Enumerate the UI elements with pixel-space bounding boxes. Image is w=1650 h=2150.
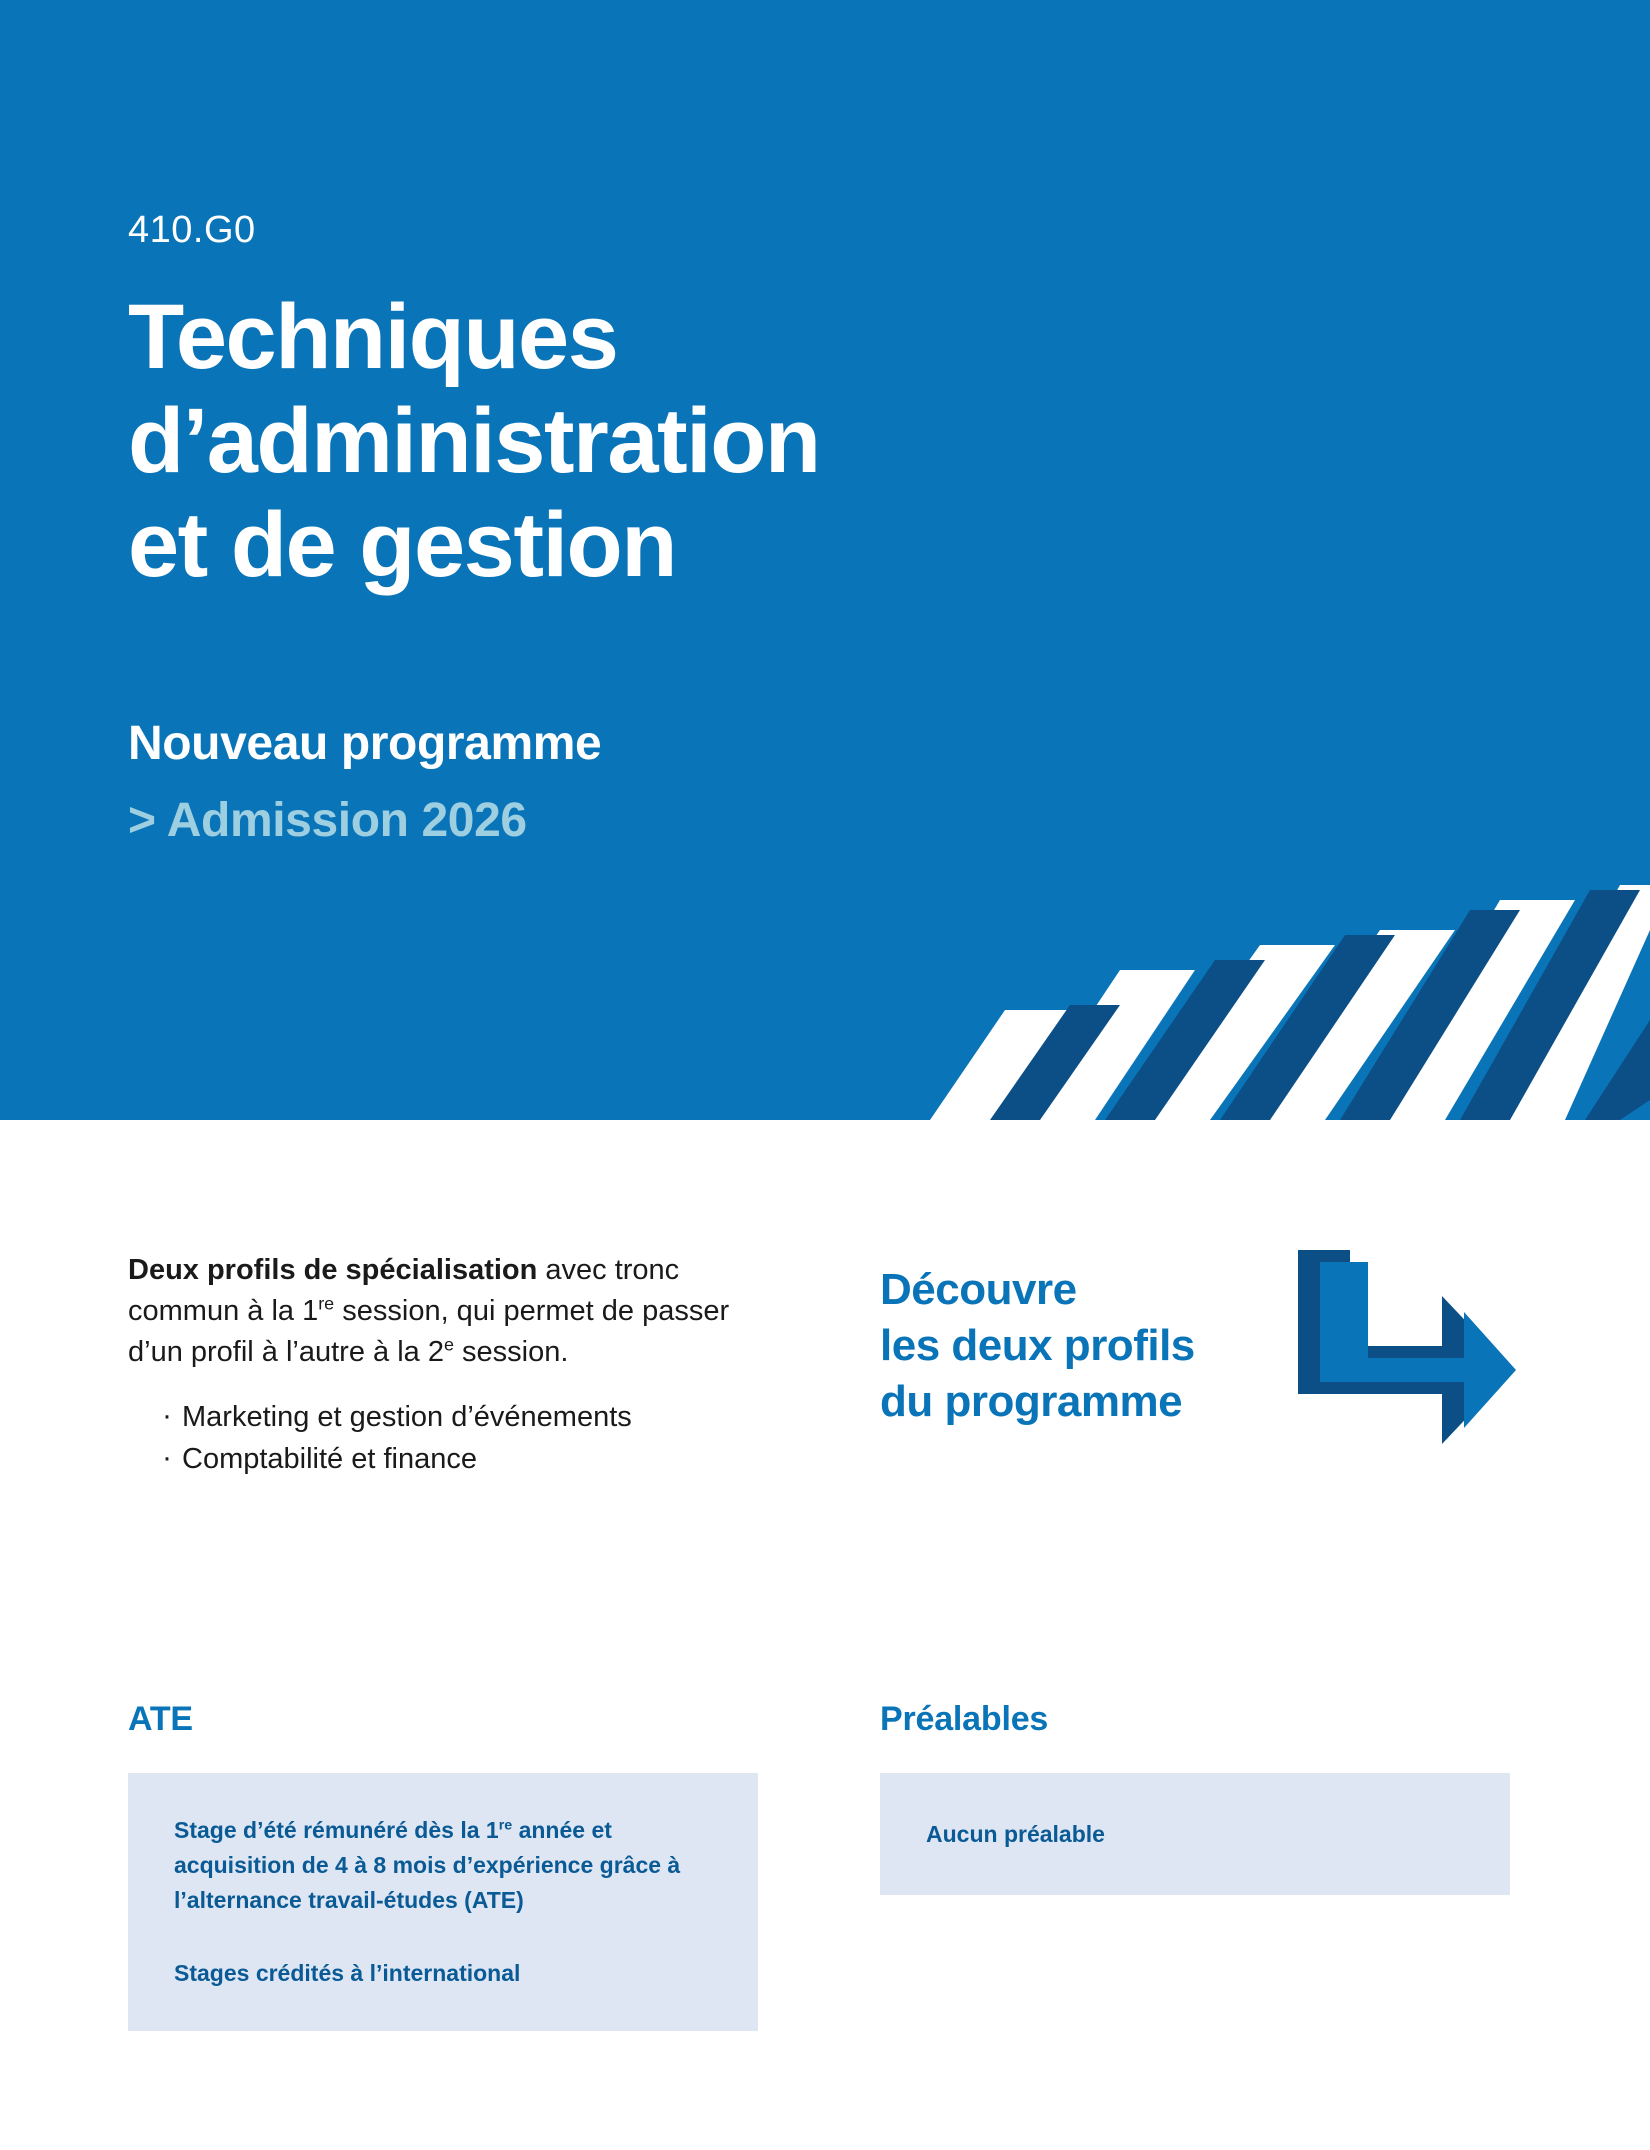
ate-paragraph-1-b: année et acquisition de 4 à 8 mois d’expérience grâce à l’alternance travail-études (ATE) [174, 1817, 681, 1913]
ate-heading: ATE [128, 1700, 193, 1738]
ate-column [128, 1700, 758, 2031]
discover-line-2: les deux profils [880, 1320, 1195, 1370]
arrow-right-icon [1290, 1240, 1520, 1510]
page-title [128, 286, 1128, 598]
profiles-intro-rest-a: avec tronc commun à la 1 [128, 1254, 680, 1328]
prerequisites-value: Aucun préalable [926, 1821, 1105, 1847]
ate-paragraph-2: Stages crédités à l’international [174, 1959, 521, 1986]
prerequisites-column [880, 1700, 1510, 1895]
profiles-block [128, 1250, 768, 1480]
profiles-intro-strong: Deux profils de spécialisation [128, 1254, 538, 1286]
discover-callout[interactable] [880, 1240, 1580, 1530]
page-title-line-2: d’administration [128, 389, 820, 492]
prerequisites-box [880, 1773, 1510, 1895]
program-code: 410.G0 [128, 209, 256, 251]
ate-paragraph-1 [174, 1813, 712, 1918]
ate-box [128, 1773, 758, 2031]
program-subtitle: Nouveau programme [128, 716, 602, 770]
discover-line-1: Découvre [880, 1265, 1077, 1314]
profiles-intro [128, 1250, 768, 1374]
profiles-intro-rest-b: session, qui permet de passer d’un profil à l’autre à la 2 [128, 1295, 730, 1369]
hero-text-block [128, 210, 1168, 848]
list-item: · Marketing et gestion d’événements [128, 1396, 768, 1438]
discover-text [880, 1262, 1195, 1430]
profiles-intro-rest-c: session. [453, 1336, 569, 1369]
page-title-line-1: Techniques [128, 285, 618, 388]
prerequisites-heading: Préalables [880, 1700, 1049, 1738]
ate-paragraph-1-sup: re [498, 1817, 513, 1834]
list-item: · Comptabilité et finance [128, 1438, 768, 1480]
admission-label: > Admission 2026 [128, 793, 527, 847]
discover-line-3: du programme [880, 1376, 1183, 1426]
page-title-line-3: et de gestion [128, 493, 676, 596]
ate-paragraph-1-a: Stage d’été rémunéré dès la 1 [174, 1817, 499, 1843]
profiles-intro-sup-b: e [443, 1334, 454, 1355]
profiles-list [128, 1396, 768, 1480]
profiles-intro-sup-a: re [318, 1293, 335, 1314]
